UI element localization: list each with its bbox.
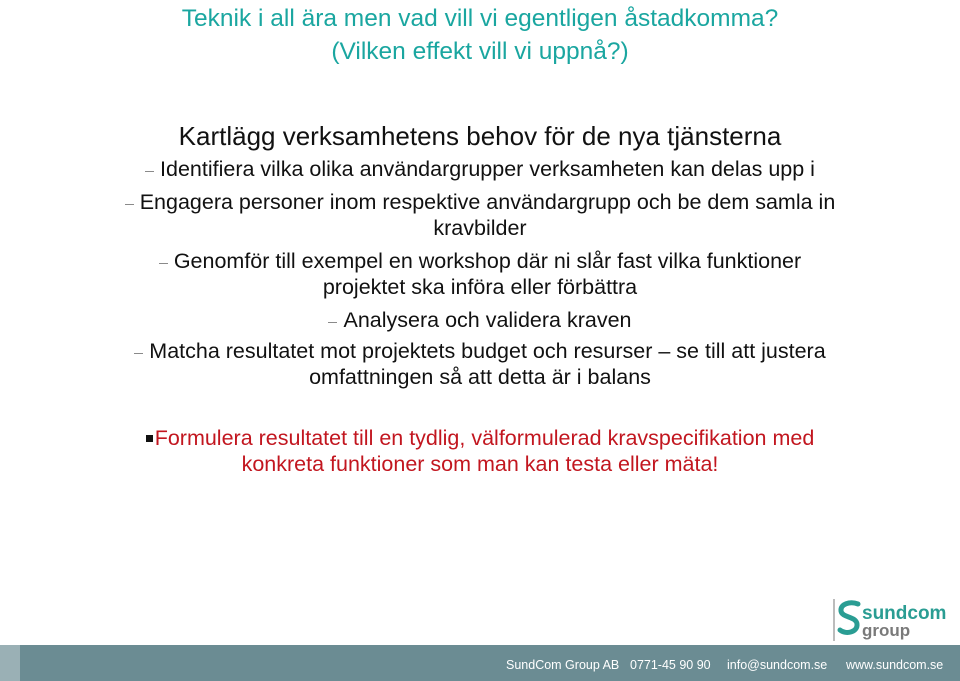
bullet-workshop [0,251,960,273]
bullet-analyze-text: Analysera och validera kraven [343,308,632,332]
dash-bullet-icon [134,353,143,354]
slide-title-line2: (Vilken effekt vill vi uppnå?) [331,38,629,65]
logo-word-sundcom: sundcom [862,603,947,624]
highlight-text-line2: konkreta funktioner som man kan testa eller mäta! [241,452,719,476]
footer-bar [0,645,960,681]
bullet-match [0,341,960,363]
dash-bullet-icon [145,171,154,172]
bullet-engage [0,192,960,214]
bullet-workshop-text-line1: Genomför till exempel en workshop där ni slår fast vilka funktioner [173,249,802,273]
bullet-engage-line2: kravbilder [433,216,527,240]
bullet-match-text-line1: Matcha resultatet mot projektets budget och resurser – se till att justera [149,339,826,363]
footer-phone: 0771-45 90 90 [630,658,711,672]
highlight-text-line1: Formulera resultatet till en tydlig, välformulerad kravspecifikation med [154,426,815,450]
section-heading: Kartlägg verksamhetens behov för de nya tjänsterna [178,121,782,151]
bullet-workshop-line2: projektet ska införa eller förbättra [322,275,638,299]
sundcom-group-logo [832,597,960,643]
highlight-statement [0,428,960,450]
logo-swirl-icon [840,603,858,633]
bullet-analyze [0,310,960,332]
logo-word-group: group [862,621,911,640]
dash-bullet-icon [159,263,168,264]
bullet-match-line2: omfattningen så att detta är i balans [309,365,651,389]
footer-website[interactable]: www.sundcom.se [846,658,944,672]
square-bullet-icon [146,435,153,442]
footer-email[interactable]: info@sundcom.se [727,658,828,672]
dash-bullet-icon [125,204,134,205]
dash-bullet-icon [328,322,337,323]
slide-title-line1: Teknik i all ära men vad vill vi egentligen åstadkomma? [181,5,779,32]
bullet-identify [0,159,960,181]
bullet-identify-text: Identifiera vilka olika användargrupper verksamheten kan delas upp i [160,157,815,181]
bullet-engage-text-line1: Engagera personer inom respektive användargrupp och be dem samla in [139,190,836,214]
footer-company: SundCom Group AB [506,658,620,672]
footer-accent [0,645,20,681]
